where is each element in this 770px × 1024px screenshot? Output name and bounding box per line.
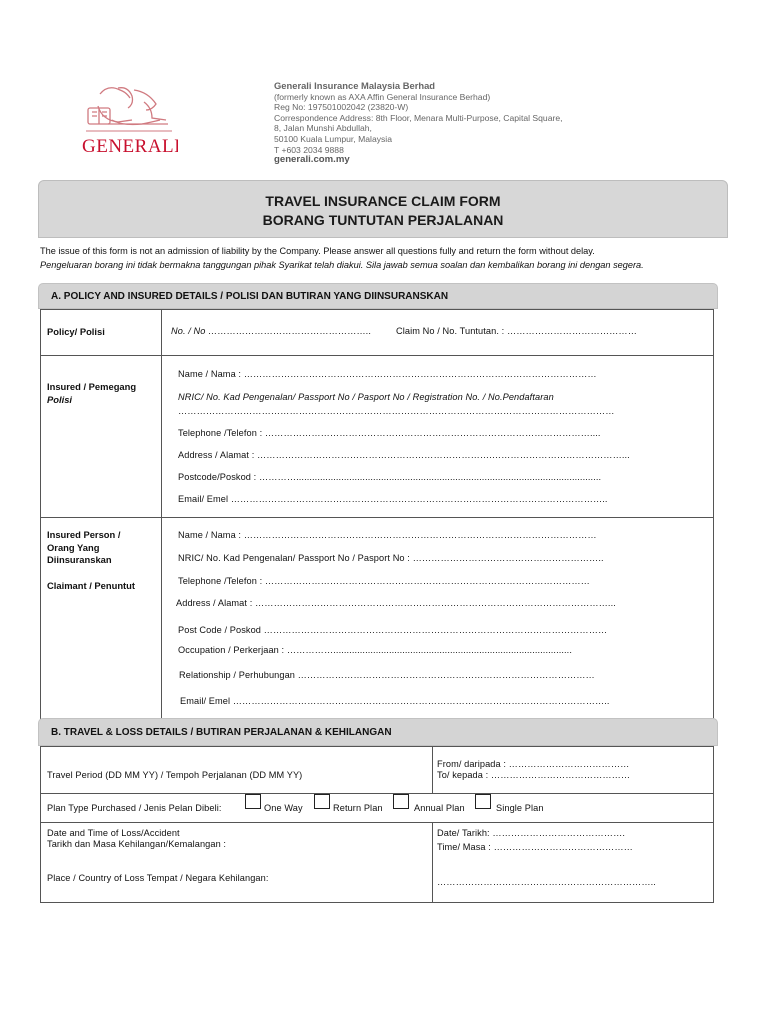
company-address-line-3: 50100 Kuala Lumpur, Malaysia: [274, 133, 393, 144]
section-a-heading: [38, 283, 718, 309]
travel-from-field[interactable]: From/ daripada : …………………………………: [437, 759, 630, 769]
loss-datetime-label-en: Date and Time of Loss/Accident: [47, 828, 180, 838]
policy-no-field[interactable]: No. / No ……………………………………………..: [171, 326, 372, 336]
table-a-border: [40, 309, 41, 719]
company-website: generali.com.my: [274, 154, 350, 166]
generali-logo: [78, 80, 178, 160]
person-postcode-field[interactable]: Post Code / Poskod …………………………………………………………………………………………………: [178, 625, 608, 635]
loss-time-field[interactable]: Time/ Masa : ………………………………………: [437, 842, 633, 852]
table-a-divider: [40, 355, 714, 356]
intro-text: [40, 244, 644, 272]
return-plan-checkbox[interactable]: [314, 794, 330, 809]
insured-person-label-line-3: Diinsuranskan: [47, 554, 112, 565]
single-plan-checkbox[interactable]: [475, 794, 491, 809]
table-b-border: [40, 902, 714, 903]
table-a-divider: [40, 517, 714, 518]
insured-label-line-1: Insured / Pemegang: [47, 381, 137, 392]
table-a-divider: [161, 309, 162, 719]
insured-person-label: [47, 529, 120, 567]
table-b-divider: [432, 822, 433, 902]
loss-datetime-label-ms: Tarikh dan Masa Kehilangan/Kemalangan :: [47, 839, 227, 849]
person-occupation-field[interactable]: Occupation / Perkerjaan : ……………..........................................................................................: [178, 645, 572, 655]
company-former-name: (formerly known as AXA Affin General Insurance Berhad): [274, 91, 491, 102]
insured-nric-field[interactable]: ……………………………………………………………………………………………………………………………: [178, 406, 615, 416]
place-of-loss-label: Place / Country of Loss Tempat / Negara Kehilangan:: [47, 873, 269, 883]
form-title-ms: BORANG TUNTUTAN PERJALANAN: [262, 212, 504, 228]
plan-type-label: Plan Type Purchased / Jenis Pelan Dibeli:: [47, 803, 222, 813]
one-way-checkbox[interactable]: [245, 794, 261, 809]
intro-en: The issue of this form is not an admission of liability by the Company. Please answer all questions fully and return the form without delay.: [40, 246, 595, 256]
insured-nric-field-label: NRIC/ No. Kad Pengenalan/ Passport No / Pasport No / Registration No. / No.Pendaftaran: [178, 392, 554, 402]
lion-emblem-icon: [78, 80, 178, 160]
return-plan-label: Return Plan: [333, 803, 383, 813]
logo-wordmark: GENERALI: [82, 136, 178, 157]
company-phone: T +603 2034 9888: [274, 144, 344, 155]
loss-datetime-label: [47, 828, 226, 850]
table-b-border: [40, 746, 41, 903]
place-of-loss-field[interactable]: ……………………………………………………………..: [437, 877, 656, 887]
person-phone-field[interactable]: Telephone /Telefon : ……………………………………………………………………………………………: [178, 576, 590, 586]
person-relationship-field[interactable]: Relationship / Perhubungan ……………………………………………………………………………………: [179, 670, 595, 680]
company-info: [274, 81, 563, 166]
form-title-box: [38, 180, 728, 238]
one-way-label: One Way: [264, 803, 303, 813]
company-reg-no: Reg No: 197501002042 (23820-W): [274, 102, 409, 113]
section-b-heading: [38, 718, 718, 746]
table-b-border: [713, 746, 714, 903]
company-address-line-1: Correspondence Address: 8th Floor, Menara Multi-Purpose, Capital Square,: [274, 112, 563, 123]
insured-address-field[interactable]: Address / Alamat : ………………………………………………………………….……………………………………...: [178, 450, 630, 460]
person-email-field[interactable]: Email/ Emel …………………………………………………………………………………………………………..: [180, 696, 610, 706]
intro-ms: Pengeluaran borang ini tidak bermakna tanggungan pihak Syarikat telah diakui. Sila jawab semua soalan dan kembalikan borang ini dengan segera.: [40, 260, 644, 270]
insured-person-label-line-1: Insured Person /: [47, 529, 121, 540]
section-b-heading-text: B. TRAVEL & LOSS DETAILS / BUTIRAN PERJALANAN & KEHILANGAN: [51, 726, 392, 738]
annual-plan-label: Annual Plan: [414, 803, 465, 813]
insured-email-field[interactable]: Email/ Emel …………………………………………………………………………………………………………..: [178, 494, 608, 504]
table-a-border: [713, 309, 714, 719]
insured-label: [47, 381, 136, 406]
travel-period-label: Travel Period (DD MM YY) / Tempoh Perjalanan (DD MM YY): [47, 770, 303, 780]
section-a-heading-text: A. POLICY AND INSURED DETAILS / POLISI DAN BUTIRAN YANG DIINSURANSKAN: [51, 290, 449, 302]
claimant-label: Claimant / Penuntut: [47, 580, 136, 591]
form-title-en: TRAVEL INSURANCE CLAIM FORM: [265, 193, 501, 209]
table-b-divider: [40, 822, 714, 823]
travel-to-field[interactable]: To/ kepada : ………………………………………: [437, 770, 631, 780]
annual-plan-checkbox[interactable]: [393, 794, 409, 809]
table-b-border: [40, 746, 714, 747]
claim-no-field[interactable]: Claim No / No. Tuntutan. : ……………………………………: [396, 326, 637, 336]
person-nric-field[interactable]: NRIC/ No. Kad Pengenalan/ Passport No / Pasport No : ……………………………………………………..: [178, 553, 604, 563]
table-b-divider: [40, 793, 714, 794]
policy-label: Policy/ Polisi: [47, 326, 105, 337]
person-name-field[interactable]: Name / Nama : ……………………………………………………………………………………………………: [178, 530, 597, 540]
table-a-border: [40, 309, 714, 310]
company-name: Generali Insurance Malaysia Berhad: [274, 80, 436, 91]
insured-postcode-field[interactable]: Postcode/Poskod : …………...................................................................................................................: [178, 472, 602, 482]
company-address-line-2: 8, Jalan Munshi Abdullah,: [274, 123, 372, 134]
loss-date-field[interactable]: Date/ Tarikh: …………………………………….: [437, 828, 626, 838]
person-address-field[interactable]: Address / Alamat : ……………………………………………………………………………………………………...: [176, 598, 616, 608]
insured-label-line-2: Polisi: [47, 393, 73, 405]
single-plan-label: Single Plan: [496, 803, 544, 813]
insured-phone-field[interactable]: Telephone /Telefon : ……………………………………………………………………………………………....: [178, 428, 601, 438]
insured-person-label-line-2: Orang Yang: [47, 541, 100, 553]
table-b-divider: [432, 746, 433, 793]
insured-name-field[interactable]: Name / Nama : ……………………………………………………………………………………………………: [178, 369, 597, 379]
